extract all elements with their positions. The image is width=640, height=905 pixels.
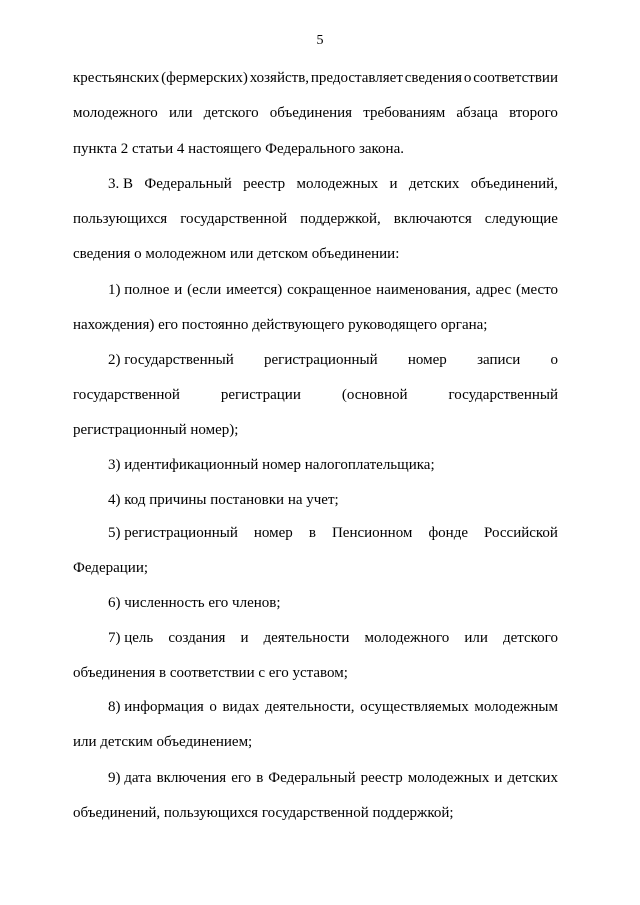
word: и bbox=[240, 630, 249, 646]
word: детских bbox=[408, 176, 460, 192]
text-line: пункта 2 статьи 4 настоящего Федерального закона. bbox=[73, 141, 404, 157]
text-line bbox=[108, 281, 558, 300]
word: следующие bbox=[484, 211, 558, 227]
word: и bbox=[389, 176, 398, 192]
word: наименования, bbox=[376, 282, 471, 298]
word: молодежным bbox=[474, 699, 558, 715]
word: объединений, bbox=[470, 176, 558, 192]
word: и bbox=[494, 770, 503, 786]
word: предоставляет bbox=[310, 70, 403, 86]
word: детского bbox=[502, 630, 558, 646]
word: (если bbox=[187, 282, 222, 298]
word: о bbox=[209, 699, 217, 715]
word: сокращенное bbox=[287, 282, 372, 298]
word: (фермерских) bbox=[161, 70, 248, 86]
word: молодежного bbox=[73, 105, 158, 121]
text-line: сведения о молодежном или детском объединении: bbox=[73, 246, 400, 262]
word: и bbox=[174, 282, 183, 298]
word: 8) информация bbox=[108, 699, 204, 715]
word: включения bbox=[156, 770, 227, 786]
word: молодежных bbox=[296, 176, 379, 192]
text-line bbox=[108, 351, 558, 370]
word: деятельности bbox=[263, 630, 350, 646]
text-line: 3) идентификационный номер налогоплательщика; bbox=[108, 457, 435, 473]
word: пользующихся bbox=[73, 211, 168, 227]
word: деятельности, bbox=[264, 699, 355, 715]
text-line bbox=[108, 629, 558, 648]
word: Федеральный bbox=[144, 176, 232, 192]
word: его bbox=[231, 770, 252, 786]
word: регистрации bbox=[220, 387, 301, 403]
word: регистрационный bbox=[264, 352, 378, 368]
word: номер bbox=[407, 352, 447, 368]
word: хозяйств, bbox=[249, 70, 310, 86]
word: 1) полное bbox=[108, 282, 170, 298]
word: соответствии bbox=[473, 70, 558, 86]
text-line: объединения в соответствии с его уставом; bbox=[73, 665, 348, 681]
text-line: 6) численность его членов; bbox=[108, 595, 281, 611]
word: (место bbox=[515, 282, 558, 298]
word: требованиям bbox=[363, 105, 446, 121]
word: адрес bbox=[475, 282, 512, 298]
word: в bbox=[308, 525, 316, 541]
text-line bbox=[108, 175, 558, 194]
word: Пенсионном bbox=[331, 525, 413, 541]
text-line: регистрационный номер); bbox=[73, 422, 239, 438]
word: крестьянских bbox=[73, 70, 160, 86]
word: государственный bbox=[448, 387, 558, 403]
word: реестр bbox=[243, 176, 286, 192]
text-line bbox=[108, 769, 558, 788]
word: 9) дата bbox=[108, 770, 152, 786]
word: создания bbox=[168, 630, 226, 646]
word: записи bbox=[477, 352, 521, 368]
word: осуществляемых bbox=[360, 699, 469, 715]
text-line: 4) код причины постановки на учет; bbox=[108, 492, 339, 508]
text-line bbox=[73, 386, 558, 405]
word: реестр bbox=[360, 770, 403, 786]
page-number: 5 bbox=[316, 33, 324, 48]
word: включаются bbox=[393, 211, 472, 227]
word: детского bbox=[203, 105, 259, 121]
word: 2) государственный bbox=[108, 352, 234, 368]
word: или bbox=[168, 105, 193, 121]
text-line bbox=[108, 698, 558, 717]
word: государственной bbox=[180, 211, 288, 227]
word: второго bbox=[509, 105, 558, 121]
word: детских bbox=[507, 770, 558, 786]
word: фонде bbox=[428, 525, 468, 541]
word: государственной bbox=[73, 387, 180, 403]
text-line: Федерации; bbox=[73, 560, 149, 576]
word: 3. В bbox=[108, 176, 134, 192]
word: в bbox=[256, 770, 264, 786]
word: Федеральный bbox=[268, 770, 356, 786]
text-line bbox=[73, 104, 558, 123]
word: или bbox=[464, 630, 488, 646]
word: 7) цель bbox=[108, 630, 154, 646]
text-line bbox=[73, 69, 558, 88]
word: о bbox=[550, 352, 558, 368]
word: поддержкой, bbox=[300, 211, 381, 227]
word: видах bbox=[222, 699, 260, 715]
text-line: нахождения) его постоянно действующего руководящего органа; bbox=[73, 317, 488, 333]
word: молодежного bbox=[364, 630, 450, 646]
word: сведения bbox=[404, 70, 463, 86]
word: объединения bbox=[269, 105, 353, 121]
word: номер bbox=[253, 525, 293, 541]
text-line: объединений, пользующихся государственной поддержкой; bbox=[73, 805, 454, 821]
word: (основной bbox=[341, 387, 408, 403]
word: о bbox=[463, 70, 472, 86]
text-line bbox=[73, 210, 558, 229]
word: 5) регистрационный bbox=[108, 525, 238, 541]
text-line bbox=[108, 524, 558, 543]
word: абзаца bbox=[456, 105, 498, 121]
word: молодежных bbox=[407, 770, 490, 786]
word: имеется) bbox=[226, 282, 283, 298]
word: Российской bbox=[484, 525, 558, 541]
text-line: или детским объединением; bbox=[73, 734, 253, 750]
